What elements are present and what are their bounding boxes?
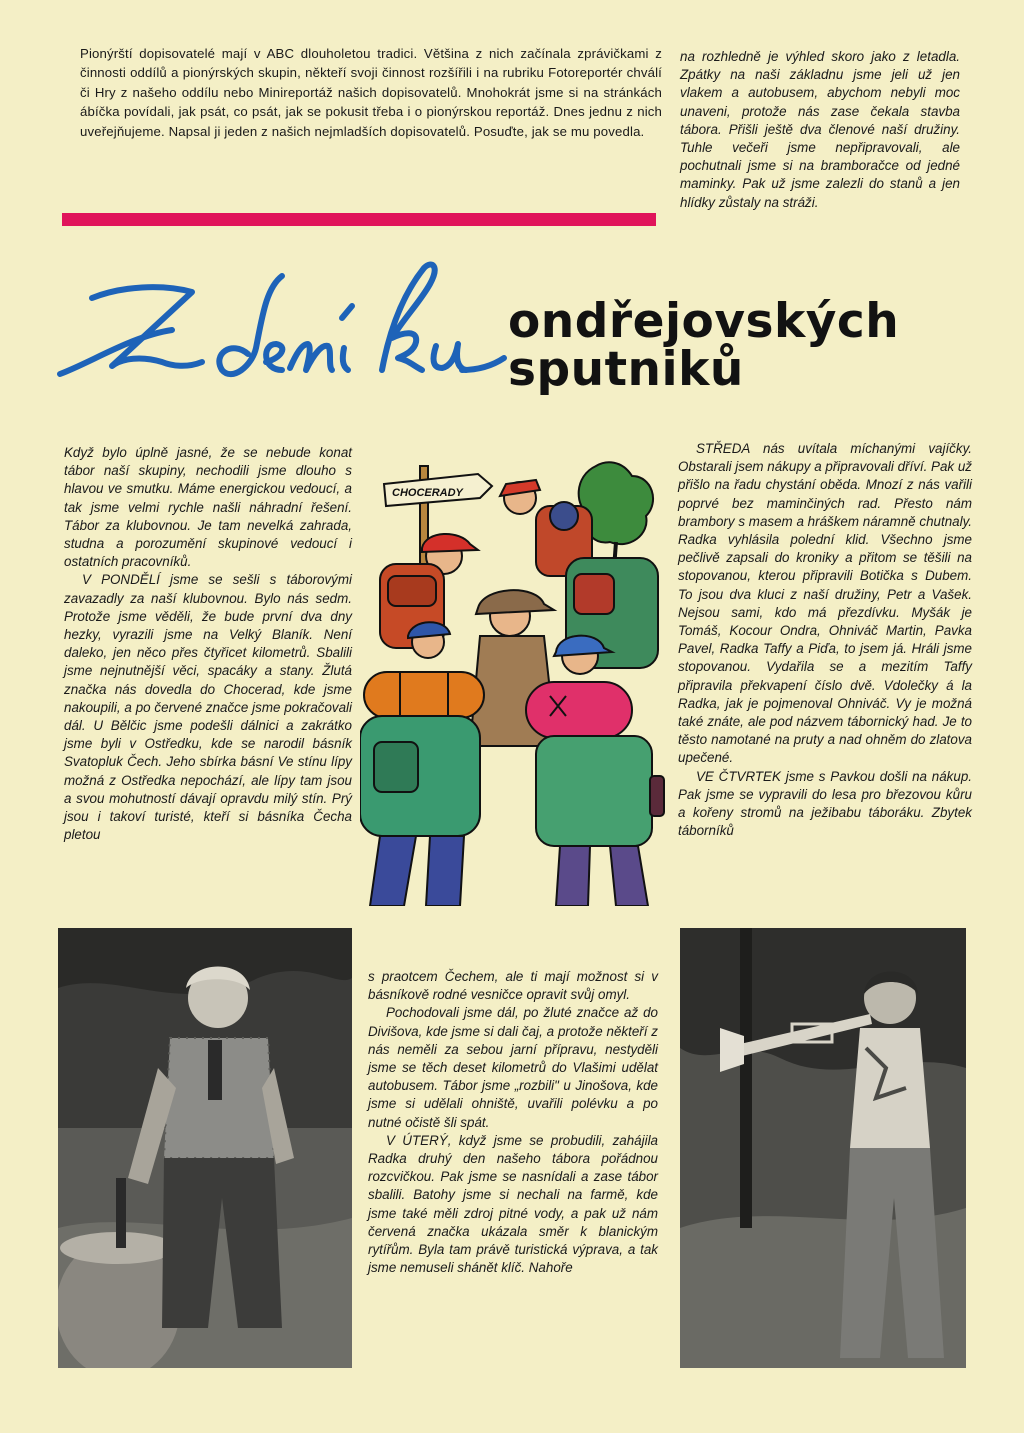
top-right-column [680,48,960,212]
left-column [64,444,352,844]
middle-column [368,968,658,1277]
sign-text: CHOCERADY [392,487,463,499]
title-line1: ondřejovských [508,294,900,349]
middle-paragraph-2: Pochodovali jsme dál, po žluté značce až do Divišova, kde jsme si dali čaj, a protože někteří z nás neměli za sebou jarní přípravu, nestyděli jsme se těch deset kilometrů do Vlašimi udělat autobusem. Tábor jsme „rozbili" u Jinošova, kde jsme si udělali ohniště, uvařili polévku a po nutné očistě šli spát. [368,1005,658,1130]
top-right-text: na rozhledně je výhled skoro jako z letadla. Zpátky na naši základnu jsme jeli už jen vlakem a autobusem, abychom nebyli moc unaveni, protože nás zase čekala stavba tábora. Přišli ještě dva členové naší družiny. Tuhle večeři jsme nepřipravovali, ale pochutnali jsme si na bramboračce od jedné maminky. Pak už jsme zalezli do stanů a jen hlídky zůstaly na stráži. [680,49,960,210]
hikers-illustration [360,446,678,906]
red-divider-bar [62,213,656,226]
title-script-lettering [52,258,522,408]
middle-paragraph-3: V ÚTERÝ, když jsme se probudili, zahájila Radka druhý den našeho tábora pořádnou rozcvičkou. Pak jsme se nasnídali a zase tábor sbalili. Batohy jsme si nechali na farmě, kde jsme také měli zdroj pitné vody, a pak už nám červená značka ukázala směr k blanickým rytířům. Byla tam právě turistická výprava, a tak jsme nemuseli shánět klíč. Nahoře [368,1132,658,1276]
right-paragraph-1: STŘEDA nás uvítala míchanými vajíčky. Obstarali jsem nákupy a připravovali dříví. Pak už přišlo na řadu chystání oběda. Mnozí z nás vařili poprvé bez maminčiných rad. Přesto nám brambory s masem a hráškem náramně chutnaly. Radka vyhlásila polední klid. Všechno jsme pečlivě zapsali do kroniky a přitom se těšili na stopovanou, kterou připravili Botička s Dubem. To jsou dva kluci z naší družiny, Petr a Vašek. Nejsou sami, kdo má přezdívku. Myšák je Tomáš, Kocour Ondra, Ohniváč Martin, Pavka Pavel, Radka Taffy a Piďa, to jsem já. Hráli jsme stopovanou. Vydařila se a mezitím Taffy připravila překvapení číslo dvě. Vdolečky á la Radka, jak je pojmenoval Ohniváč. Vy je možná také znáte, ale pod názvem tábornický had. Je to těsto namotané na pruty a nad ohněm do zlatova upečené. [678,441,972,766]
right-paragraph-2: VE ČTVRTEK jsme s Pavkou došli na nákup. Pak jsme se vypravili do lesa pro březovou kůru a kořeny stromů na ježibabu táboráku. Zbytek táborníků [678,768,972,839]
photo-boy-stump [58,928,352,1368]
left-paragraph-1: Když bylo úplně jasné, že se nebude konat tábor naší skupiny, nechodili jsme dlouho s hlavou ve smutku. Máme energickou vedoucí, a tak jsme velmi rychle našli náhradní řešení. Tábor za klubovnou. Je tam nevelká zahrada, studna a porozumění skupinové vedoucí i ostatních pracovníků. [64,445,352,570]
left-paragraph-2: V PONDĚLÍ jsme se sešli s táborovými zavazadly za naší klubovnou. Bylo nás sedm. Protože jsme věděli, že bude první dva dny hezky, vyrazili jsme na Velký Blaník. Není daleko, jen něco přes čtyřicet kilometrů. Sbalili jsme nejnutnější věci, spacáky a stany. Žlutá značka nás dovedla do Chocerad, kde jsme nakoupili, a po červené značce jsme pokračovali dál. U Bělčic jsme podešli dálnici a zakrátko jsme byli v Ostředku, kde se narodil básník Svatopluk Čech. Jeho sbírka básní Ve stínu lípy možná z Ostředka nepochází, ale lípy tam jsou a svou mohutností dávají opravdu milý stín. Prý jsou i takoví turisté, kteří si básníka Čecha pletou [64,572,352,843]
photo-boy-trumpet [680,928,966,1368]
title-line2: sputniků [508,342,744,397]
intro-text: Pionýrští dopisovatelé mají v ABC dlouholetou tradici. Většina z nich začínala zprávičkami z činnosti oddílů a pionýrských skupin, někteří svoji činnost rozšířili i na rubriku Fotoreportér chválí či Hry z našeho oddílu nebo Minireportáž našich dopisovatelů. Mnohokrát jsme si na stránkách ábíčka povídali, jak psát, co psát, jak se pokusit třeba i o pionýrskou reportáž. Dnes jednu z nich uveřejňujeme. Napsal ji jeden z našich nejmladších dopisovatelů. Posuďte, jak se mu povedla. [80,46,662,139]
title-script-text: Z deníku [52,258,56,259]
middle-paragraph-1: s praotcem Čechem, ale ti mají možnost si v básníkově rodné vesničce opravit svůj omyl. [368,969,658,1003]
right-column [678,440,972,840]
